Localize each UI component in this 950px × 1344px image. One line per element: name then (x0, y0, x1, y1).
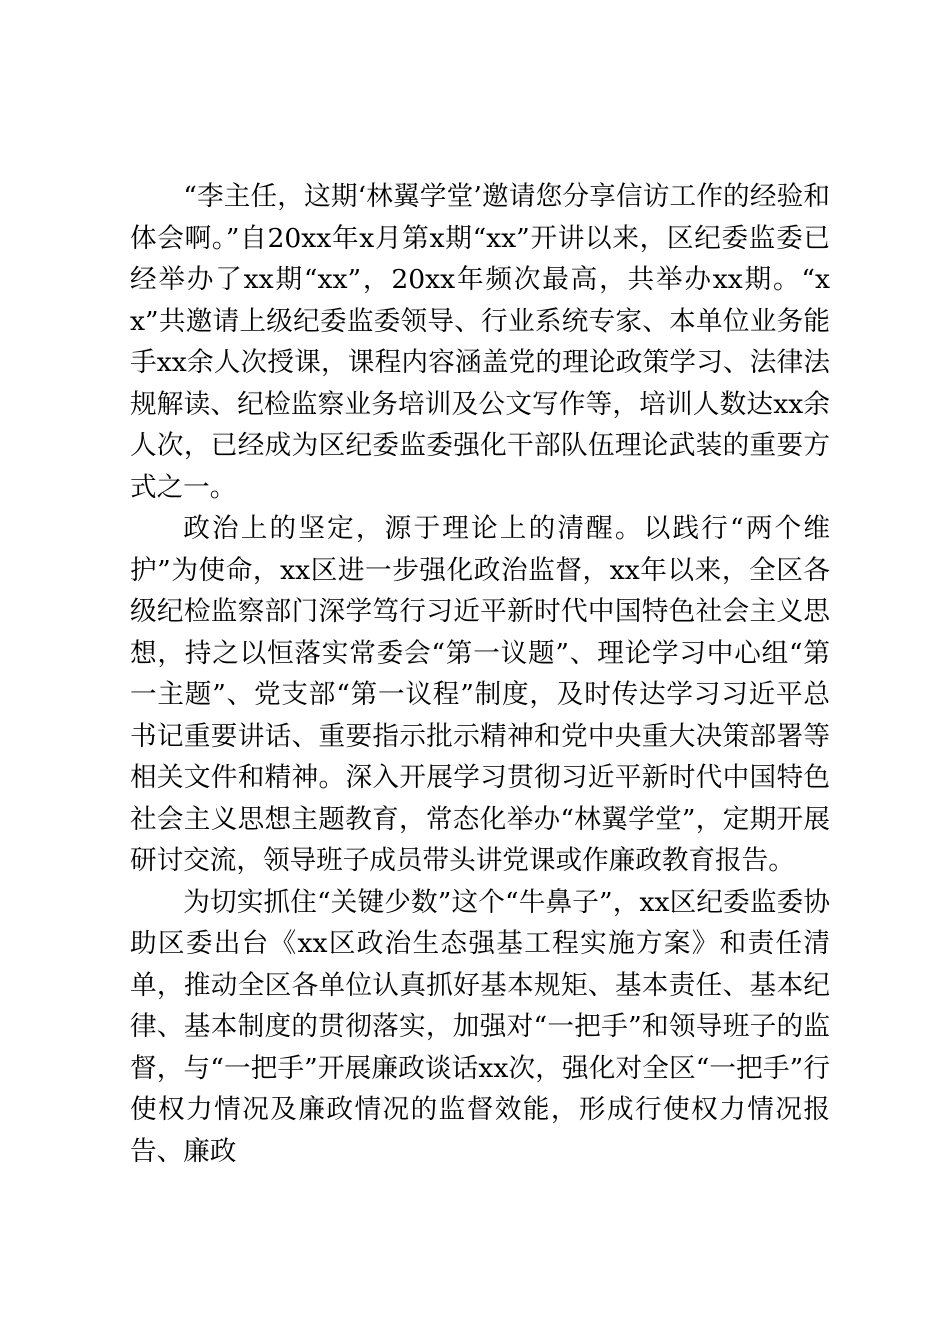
document-body (130, 176, 830, 1172)
paragraph-1: “李主任，这期‘林翼学堂’邀请您分享信访工作的经验和体会啊。”自20xx年x月第x期“xx”开讲以来，区纪委监委已经举办了xx期“xx”，20xx年频次最高，共举办xx期。“xx”共邀请上级纪委监委领导、行业系统专家、本单位业务能手xx余人次授课，课程内容涵盖党的理论政策学习、法律法规解读、纪检监察业务培训及公文写作等，培训人数达xx余人次，已经成为区纪委监委强化干部队伍理论武装的重要方式之一。 (130, 181, 830, 503)
paragraph-2: 政治上的坚定，源于理论上的清醒。以践行“两个维护”为使命，xx区进一步强化政治监督，xx年以来，全区各级纪检监察部门深学笃行习近平新时代中国特色社会主义思想，持之以恒落实常委会“第一议题”、理论学习中心组“第一主题”、党支部“第一议程”制度，及时传达学习习近平总书记重要讲话、重要指示批示精神和党中央重大决策部署等相关文件和精神。深入开展学习贯彻习近平新时代中国特色社会主义思想主题教育，常态化举办“林翼学堂”，定期开展研讨交流，领导班子成员带头讲党课或作廉政教育报告。 (130, 513, 830, 876)
paragraph-3: 为切实抓住“关键少数”这个“牛鼻子”，xx区纪委监委协助区委出台《xx区政治生态强基工程实施方案》和责任清单，推动全区各单位认真抓好基本规矩、基本责任、基本纪律、基本制度的贯彻落实，加强对“一把手”和领导班子的监督，与“一把手”开展廉政谈话xx次，强化对全区“一把手”行使权力情况及廉政情况的监督效能，形成行使权力情况报告、廉政 (130, 886, 830, 1167)
